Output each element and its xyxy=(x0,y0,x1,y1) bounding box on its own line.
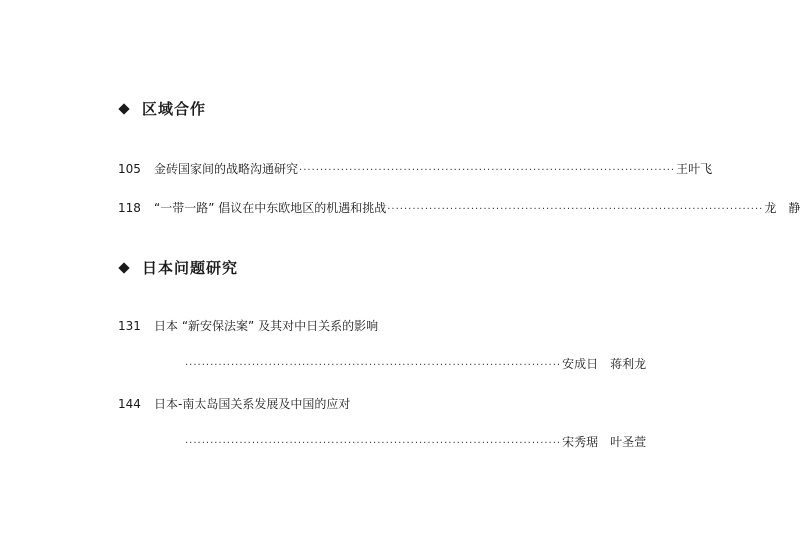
toc-entry[interactable] xyxy=(118,317,524,335)
page-number: 105 xyxy=(118,162,141,176)
entry-title: 日本 “新安保法案” 及其对中日关系的影响 xyxy=(154,319,379,333)
entry-author: 宋秀琚 叶圣萱 xyxy=(562,435,647,449)
entry-author: 龙 静 xyxy=(764,201,800,215)
toc-entry[interactable] xyxy=(118,160,713,178)
dot-leader: ·························································································· xyxy=(185,360,562,371)
dot-leader: ·························································································· xyxy=(185,438,562,449)
page-number: 118 xyxy=(118,201,141,215)
entry-title: “一带一路” 倡议在中东欧地区的机遇和挑战 xyxy=(154,201,387,215)
entry-author: 王叶飞 xyxy=(676,162,713,176)
dot-leader: ·························································································· xyxy=(299,165,676,176)
section-heading-label: 日本问题研究 xyxy=(142,259,239,277)
section-heading-label: 区域合作 xyxy=(142,100,207,118)
section-heading-japan-studies xyxy=(118,257,238,278)
entry-title: 金砖国家间的战略沟通研究 xyxy=(154,162,299,176)
diamond-bullet-icon xyxy=(118,103,129,114)
section-heading-regional-cooperation xyxy=(118,98,206,119)
toc-entry-continuation xyxy=(184,355,647,373)
diamond-bullet-icon xyxy=(118,262,129,273)
toc-entry[interactable] xyxy=(118,395,524,413)
entry-title: 日本-南太岛国关系发展及中国的应对 xyxy=(154,397,351,411)
entry-author: 安成日 蒋利龙 xyxy=(562,357,647,371)
dot-leader: ·························································································· xyxy=(387,204,764,215)
toc-entry-continuation xyxy=(184,433,647,451)
page-number: 144 xyxy=(118,397,141,411)
toc-entry[interactable] xyxy=(118,199,800,217)
page-number: 131 xyxy=(118,319,141,333)
